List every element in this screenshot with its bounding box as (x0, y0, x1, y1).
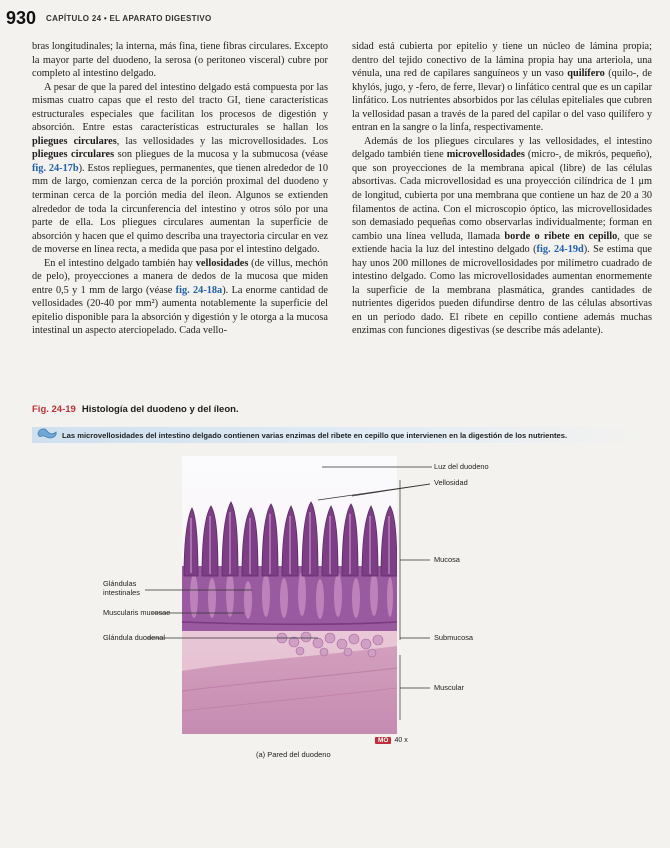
term-pliegues-2: pliegues circulares (32, 149, 115, 161)
chapter-title: CAPÍTULO 24 • EL APARATO DIGESTIVO (46, 13, 212, 23)
label-glandulas-intestinales-2: intestinales (103, 588, 140, 597)
figure-subtitle: Las microvellosidades del intestino delgado contienen varias enzimas del ribete en cepillo que intervienen en la digestión de los nutrientes. (62, 430, 568, 440)
microscope-badge: MO (375, 737, 391, 744)
figure-ref-link[interactable]: fig. 24-19d (536, 244, 584, 256)
label-mucosa: Mucosa (434, 555, 460, 564)
figure-title-text: Histología del duodeno y del íleon. (81, 404, 239, 415)
term-microvellosidades: microvellosidades (446, 149, 525, 161)
paragraph: sidad está cubierta por epitelio y tiene un núcleo de lámina propia; dentro del tejido conectivo de la lámina propia hay una arteriola, una vénula, una red de capilares sanguíneos y un vaso quilífero (quilo-, de khylós, jugo, y -fero, de ferre, llevar) o linfático central que es un capilar linfático. Los nutrientes absorbidos por las células epiteliales que cubren la vellosidad pasan a través de la pared del capilar o del vaso quilífero y entran en la sangre o la linfa, respectivamente. (352, 41, 652, 134)
label-vellosidad: Vellosidad (434, 478, 468, 487)
magnification (375, 737, 408, 744)
term-quilifero: quilífero (567, 68, 605, 80)
label-luz-duodeno: Luz del duodeno (434, 462, 489, 471)
label-submucosa: Submucosa (434, 633, 474, 642)
paragraph: En el intestino delgado también hay vellosidades (de villus, mechón de pelo), proyecciones a manera de dedos de la mucosa que miden entre 0,5 y 1 mm de largo (véase fig. 24-18a). La enorme cantidad de vellosidades (20-40 por mm²) aumenta notablemente la superficie del epitelio disponible para la absorción y digestión y le otorga a la mucosa intestinal un aspecto aterciopelado. Cada vello- (32, 257, 328, 337)
magnification-value: 40 x (394, 737, 408, 744)
term-pliegues: pliegues circulares (32, 135, 117, 147)
figure-ref-link[interactable]: fig. 24-17b (32, 162, 79, 174)
figure-caption: (a) Pared del duodeno (256, 750, 331, 759)
term-ribete: borde o ribete en cepillo (504, 230, 618, 242)
figure-number: Fig. 24-19 (32, 404, 76, 415)
label-muscular: Muscular (434, 683, 464, 692)
paragraph: bras longitudinales; la interna, más fina, tiene fibras circulares. Excepto la mayor parte del duodeno, la serosa (o peritoneo visceral) cubre por completo al intestino delgado. (32, 41, 328, 80)
label-muscularis-mucosae: Muscularis mucosae (103, 608, 171, 617)
page-number: 930 (6, 7, 37, 28)
term-vellosidades: vellosidades (195, 257, 249, 269)
label-glandula-duodenal: Glándula duodenal (103, 633, 166, 642)
figure-ref-link[interactable]: fig. 24-18a (175, 284, 223, 296)
paragraph: A pesar de que la pared del intestino delgado está compuesta por las mismas cuatro capas que el resto del tracto GI, tiene características estructurales especiales que facilitan los procesos de digestión y absorción. Entre estas características estructurales se hallan los pliegues circulares, las vellosidades y las microvellosidades. Los pliegues circulares son pliegues de la mucosa y la submucosa (véase fig. 24-17b). Estos repliegues, permanentes, que tienen alrededor de 10 mm de largo, comienzan cerca de la porción proximal del duodeno y terminan cerca de la porción media del íleon. Algunos se extienden alrededor de toda la circunferencia del intestino y otros sólo por una parte de ella. Los pliegues circulares aumentan la superficie de absorción y hacen que el quimo describa una trayectoria circular en vez de moverse en línea recta, a medida que pasa por el intestino delgado. (32, 81, 329, 256)
paragraph: Además de los pliegues circulares y las vellosidades, el intestino delgado también tiene microvellosidades (micro-, de mikrós, pequeño), que son proyecciones de la membrana apical (libre) de las células absortivas. Cada microvellosidad es una proyección cilíndrica de 1 μm de longitud, cubierta por una membrana que contiene un haz de 20 a 30 filamentos de actina. Con el microscopio óptico, las microvellosidades son demasiado pequeñas como observarlas individualmente; forman en cambio una línea velluda, llamada borde o ribete en cepillo, que se extiende hacia la luz del intestino delgado (fig. 24-19d). Se estima que hay unos 200 millones de microvellosidades por milímetro cuadrado de intestino delgado. Como las microvellosidades aumentan enormemente la superficie de la membrana plasmática, grandes cantidades de nutrientes digeridos pueden difundirse dentro de las células absortivas en un período dado. El ribete en cepillo contiene además muchas enzimas con funciones digestivas (se describe más adelante). (352, 135, 653, 337)
label-glandulas-intestinales-1: Glándulas (103, 579, 137, 588)
